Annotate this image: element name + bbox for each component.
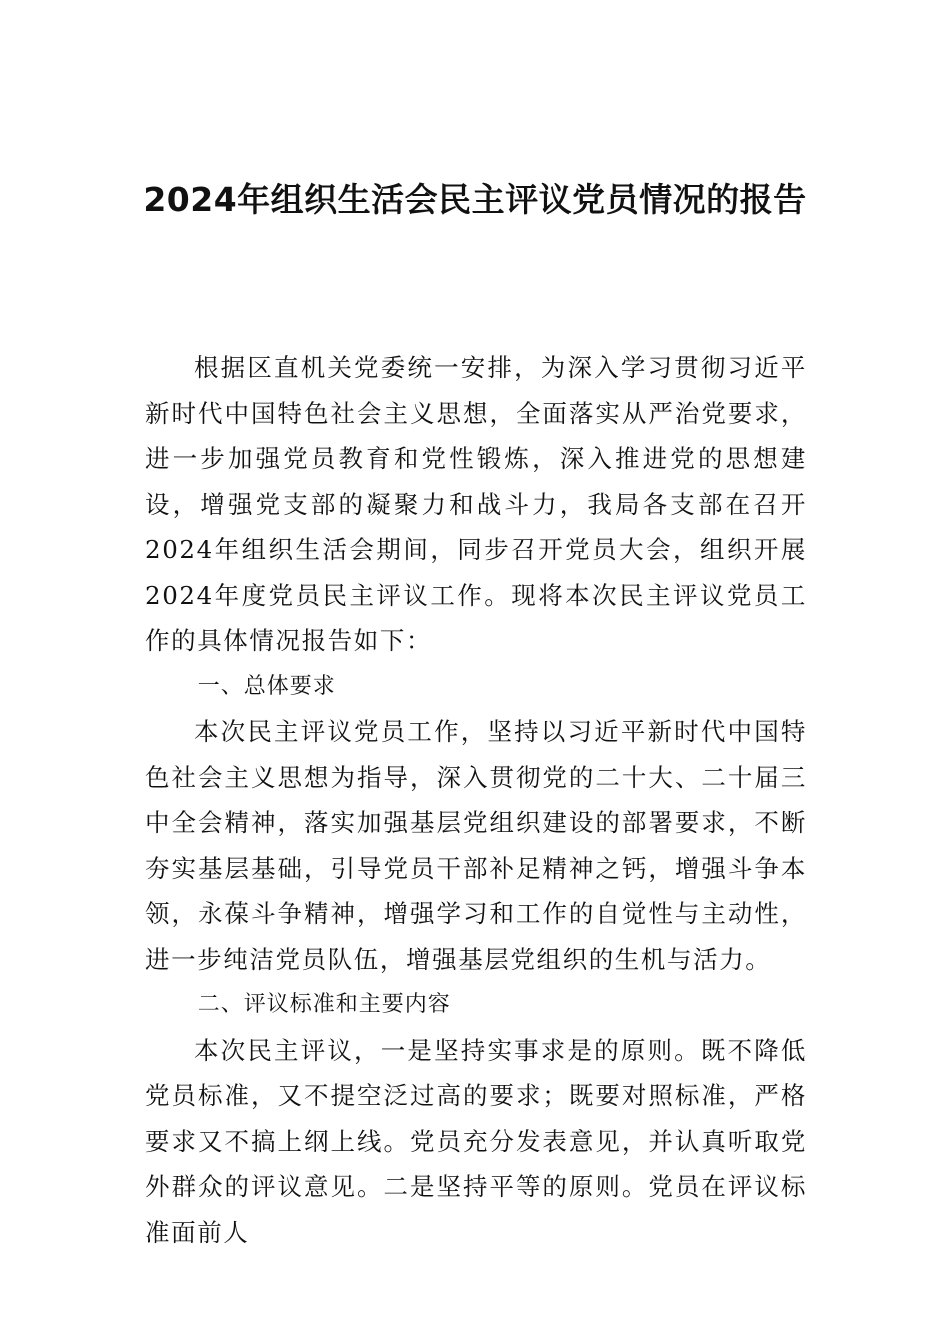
document-body: [145, 345, 807, 1255]
document-title: 2024年组织生活会民主评议党员情况的报告: [143, 180, 807, 219]
intro-paragraph: 根据区直机关党委统一安排，为深入学习贯彻习近平新时代中国特色社会主义思想，全面落实从严治党要求，进一步加强党员教育和党性锻炼，深入推进党的思想建设，增强党支部的凝聚力和战斗力，我局各支部在召开2024年组织生活会期间，同步召开党员大会，组织开展2024年度党员民主评议工作。现将本次民主评议党员工作的具体情况报告如下：: [145, 353, 807, 655]
section-2-heading: 二、评议标准和主要内容: [197, 992, 451, 1017]
section-1-heading: 一、总体要求: [197, 673, 336, 699]
section-2-paragraph: 本次民主评议，一是坚持实事求是的原则。既不降低党员标准，又不提空泛过高的要求；既要对照标准，严格要求又不搞上纲上线。党员充分发表意见，并认真听取党外群众的评议意见。二是坚持平等的原则。党员在评议标准面前人: [145, 1035, 807, 1247]
section-1-paragraph: 本次民主评议党员工作，坚持以习近平新时代中国特色社会主义思想为指导，深入贯彻党的二十大、二十届三中全会精神，落实加强基层党组织建设的部署要求，不断夯实基层基础，引导党员干部补足精神之钙，增强斗争本领，永葆斗争精神，增强学习和工作的自觉性与主动性，进一步纯洁党员队伍，增强基层党组织的生机与活力。: [145, 717, 807, 974]
